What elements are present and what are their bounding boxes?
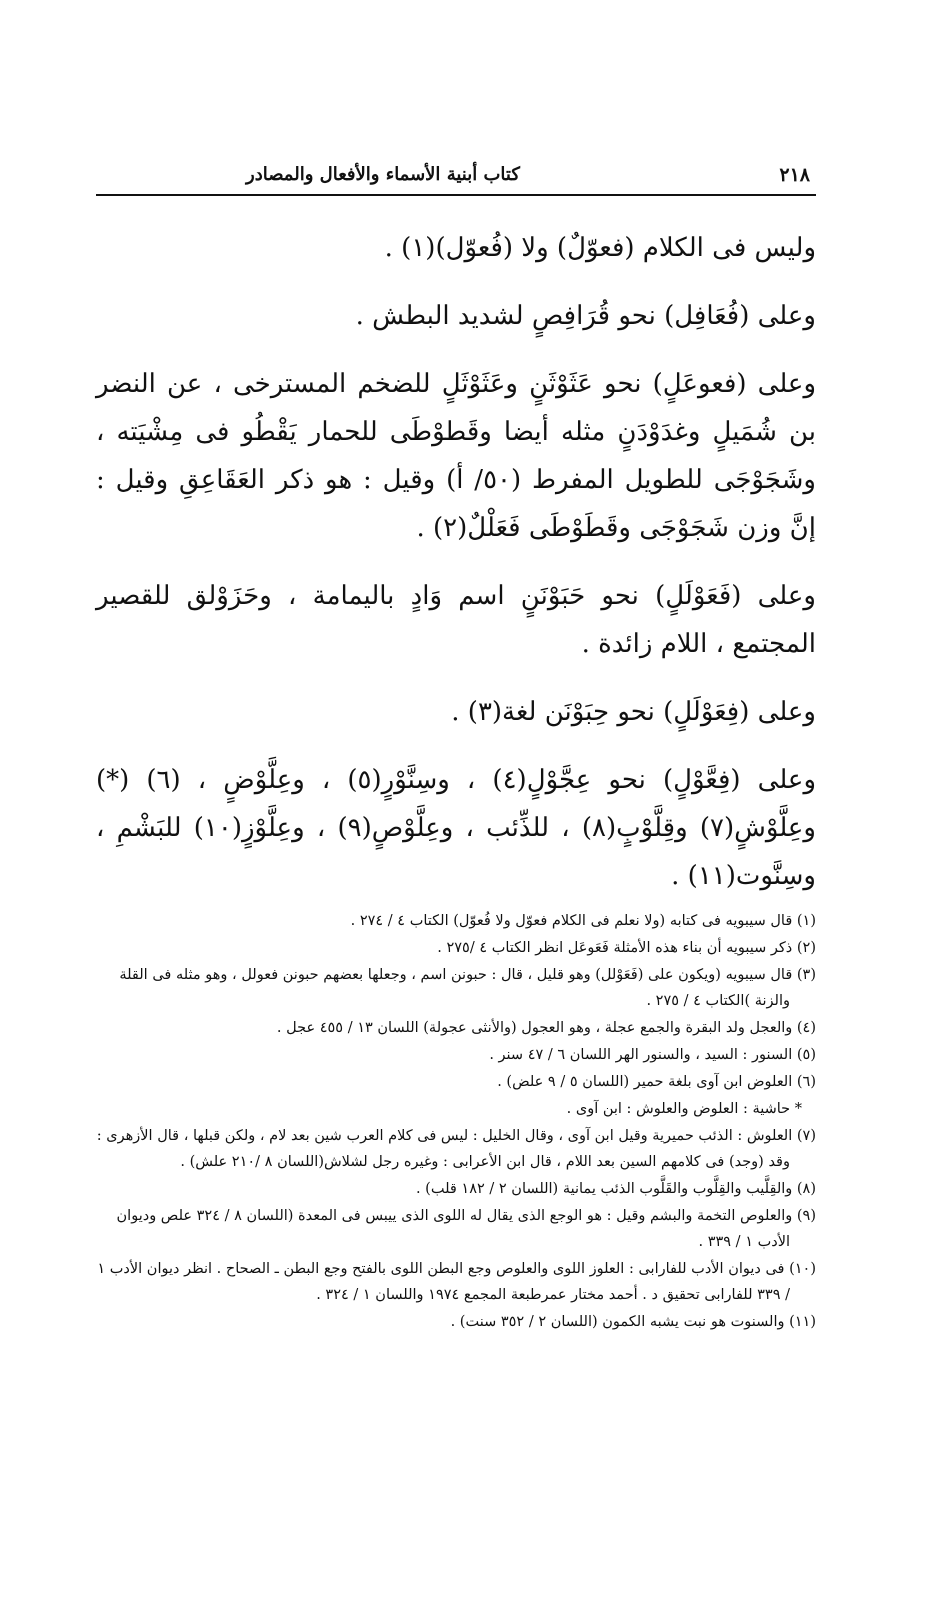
- footnote: (٢) ذكر سيبويه أن بناء هذه الأمثلة فَعَوعَل انظر الكتاب ٤ /٢٧٥ .: [437, 940, 816, 956]
- page-number: ٢١٨: [779, 164, 810, 186]
- paragraph: وعلى (فُعَافِل) نحو قُرَافِصٍ لشديد البطش .: [355, 301, 816, 331]
- main-text: [96, 224, 816, 900]
- paragraph: وعلى (فَعَوْلَلٍ) نحو حَبَوْنَنٍ اسم وَادٍ باليمامة ، وحَزَوْلق للقصير المجتمع ، اللام زائدة .: [96, 581, 816, 659]
- page-header: [96, 150, 816, 196]
- footnote: (٩) والعلوص التخمة والبشم وقيل : هو الوجع الذى يقال له اللوى الذى ييبس فى المعدة (اللسان ٨ / ٣٢٤ علص وديوان الأدب ١ / ٣٣٩ .: [116, 1208, 816, 1250]
- footnote: (٨) والقِلَّيب والقِلَّوب والقَلَّوب الذئب يمانية (اللسان ٢ / ١٨٢ قلب) .: [415, 1181, 816, 1197]
- running-title: كتاب أبنية الأسماء والأفعال والمصادر: [246, 164, 520, 185]
- footnote: (١١) والسنوت هو نبت يشبه الكمون (اللسان ٢ / ٣٥٢ سنت) .: [450, 1314, 816, 1330]
- footnote: (٤) والعجل ولد البقرة والجمع عجلة ، وهو العجول (والأنثى عجولة) اللسان ١٣ / ٤٥٥ عجل .: [276, 1020, 816, 1036]
- paragraph: وليس فى الكلام (فعوّلٌ) ولا (فُعوّل)(١) .: [384, 233, 816, 263]
- footnote: (٧) العلوش : الذئب حميرية وقيل ابن آوى ، وقال الخليل : ليس فى كلام العرب شين بعد لام ، ولكن قبلها ، قال الأزهرى : وقد (وجد) فى كلامهم السين بعد اللام ، قال ابن الأعرابى : وغيره رجل لشلاش(اللسان ٨ /٢١٠ علش) .: [96, 1128, 816, 1170]
- book-page: [96, 150, 816, 1336]
- footnotes: [96, 908, 816, 1335]
- footnote: (٦) العلوض ابن آوى بلغة حمير (اللسان ٥ / ٩ علض) .: [497, 1074, 816, 1090]
- footnote-margin-note: * حاشية : العلوض والعلوش : ابن آوى .: [566, 1101, 802, 1117]
- footnote: (١٠) فى ديوان الأدب للفارابى : العلوز اللوى والعلوص وجع البطن اللوى بالفتح وجع البطن ـ الصحاح . انظر ديوان الأدب ١ / ٣٣٩ للفارابى تحقيق د . أحمد مختار عمرطبعة المجمع ١٩٧٤ واللسان ١ / ٣٢٤ .: [97, 1261, 816, 1303]
- footnote: (٣) قال سيبويه (ويكون على (فَعَوْلل) وهو قليل ، قال : حبونن اسم ، وجعلها بعضهم حبونن فعولل ، وهو مثله فى القلة والزنة )الكتاب ٤ / ٢٧٥ .: [119, 967, 816, 1009]
- footnote: (٥) السنور : السيد ، والسنور الهر اللسان ٦ / ٤٧ سنر .: [489, 1047, 816, 1063]
- footnote: (١) قال سيبويه فى كتابه (ولا نعلم فى الكلام فعوّل ولا فُعوّل) الكتاب ٤ / ٢٧٤ .: [350, 913, 816, 929]
- paragraph: وعلى (فعوعَلٍ) نحو عَثَوْثَنٍ وعَثَوْثَلٍ للضخم المسترخى ، عن النضر بن شُمَيلٍ وغدَوْدَنٍ مثله أيضا وقَطوْطَى للحمار يَقْطُو فى مِشْيَته ، وشَجَوْجَى للطويل المفرط (٥٠/ أ) وقيل : هو ذكر العَقَاعِقِ وقيل : إنَّ وزن شَجَوْجَى وقَطَوْطَى فَعَلْلٌ(٢) .: [96, 369, 816, 543]
- paragraph: وعلى (فِعَوْلَلٍ) نحو حِبَوْنَن لغة(٣) .: [451, 697, 816, 727]
- paragraph: وعلى (فِعَّوْلٍ) نحو عِجَّوْلٍ(٤) ، وسِنَّوْرٍ(٥) ، وعِلَّوْضٍ ، (٦) (*) وعِلَّوْشٍ(٧) وقِلَّوْبٍ(٨) ، للذِّئب ، وعِلَّوْصٍ(٩) ، وعِلَّوْزٍ(١٠) للبَشْمِ ، وسِنَّوت(١١) .: [96, 765, 817, 891]
